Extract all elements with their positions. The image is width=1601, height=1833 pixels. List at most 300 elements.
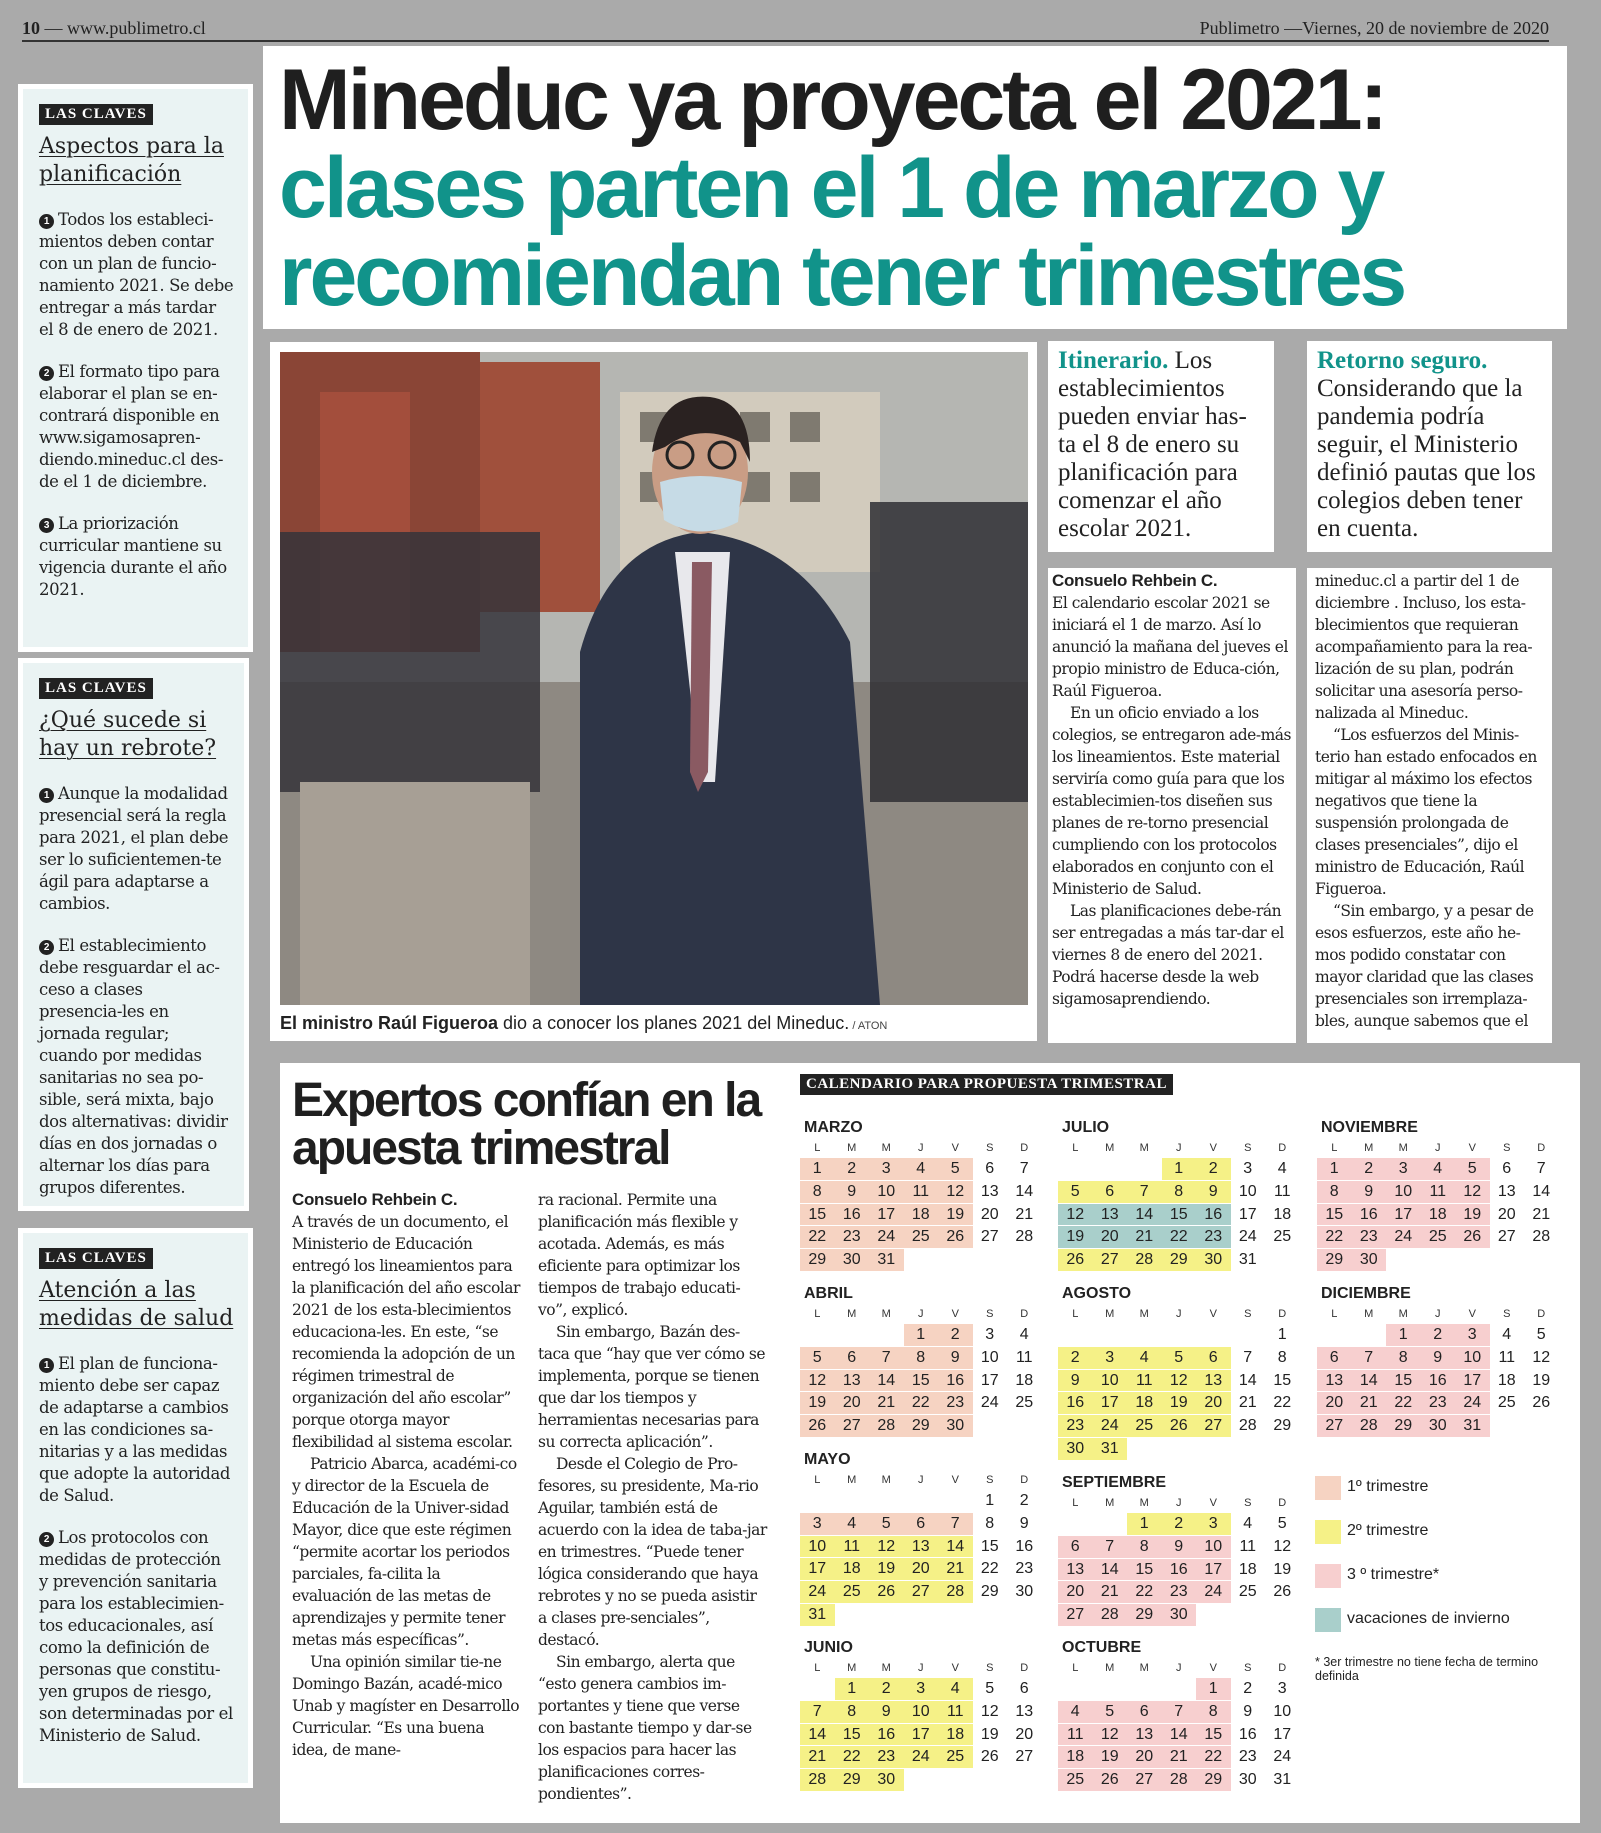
weekday-label: M xyxy=(1105,1497,1115,1509)
empty-cell xyxy=(869,1490,904,1513)
calendar-day: 19 xyxy=(1524,1370,1559,1393)
calendar-day: 28 xyxy=(938,1581,973,1604)
calendar-day: 2 xyxy=(1058,1347,1093,1370)
calendar-day: 22 xyxy=(1127,1581,1162,1604)
calendar-day: 21 xyxy=(1352,1392,1387,1415)
weekday-label: M xyxy=(847,1474,857,1486)
calendar-day: 23 xyxy=(1231,1746,1266,1769)
weekday-label: M xyxy=(1398,1142,1408,1154)
empty-cell xyxy=(1231,1324,1266,1347)
calendar-day: 22 xyxy=(1386,1392,1421,1415)
legend-item: 1º trimestre xyxy=(1315,1468,1555,1512)
calendar-day: 9 xyxy=(1352,1181,1387,1204)
weekday-label: M xyxy=(1105,1308,1115,1320)
weekday-label: V xyxy=(1468,1308,1476,1320)
calendar-day: 18 xyxy=(1007,1370,1042,1393)
calendar-day: 2 xyxy=(1162,1513,1197,1536)
weekday-label: S xyxy=(1503,1142,1511,1154)
calendar-day: 2 xyxy=(1352,1158,1387,1181)
calendar-day: 18 xyxy=(835,1558,870,1581)
weekday-label: M xyxy=(1139,1497,1149,1509)
calendar-day: 13 xyxy=(835,1370,870,1393)
legend-item: 3 º trimestre* xyxy=(1315,1556,1555,1600)
empty-cell xyxy=(869,1324,904,1347)
weekday-label: J xyxy=(918,1308,924,1320)
calendar-day: 16 xyxy=(1058,1392,1093,1415)
headline-line-2: clases parten el 1 de marzo y xyxy=(279,140,1383,236)
calendar-day: 2 xyxy=(1421,1324,1456,1347)
calendar-day: 13 xyxy=(1093,1204,1128,1227)
month-name: JUNIO xyxy=(804,1639,853,1656)
calendar-day: 3 xyxy=(869,1158,904,1181)
empty-cell xyxy=(1162,1324,1197,1347)
weekday-label: S xyxy=(986,1142,994,1154)
calendar-day: 16 xyxy=(869,1724,904,1747)
calendar-day: 1 xyxy=(1127,1513,1162,1536)
month-name: SEPTIEMBRE xyxy=(1062,1474,1167,1491)
calendar-day: 12 xyxy=(1455,1181,1490,1204)
month-name: MARZO xyxy=(804,1119,863,1136)
calendar-day: 5 xyxy=(1265,1513,1300,1536)
paragraph: Patricio Abarca, académi-co y director de la Escuela de Educación de la Univer-sidad Mayor, dice que este régimen “permite acortar los periodos parciales, fa-cilita la evaluación de las metas de aprendizajes y permite tener metas más específicas”. xyxy=(292,1455,517,1649)
weekday-label: D xyxy=(1020,1662,1029,1674)
calendar-day: 21 xyxy=(1524,1204,1559,1227)
empty-cell xyxy=(904,1490,939,1513)
calendar-day: 14 xyxy=(1093,1559,1128,1582)
calendar-month xyxy=(800,1284,1040,1438)
calendar-day: 3 xyxy=(1455,1324,1490,1347)
weekday-label: M xyxy=(881,1662,891,1674)
calendar-day: 29 xyxy=(1317,1249,1352,1272)
calendar-day: 6 xyxy=(1093,1181,1128,1204)
calendar-day: 10 xyxy=(1093,1370,1128,1393)
calendar-day: 27 xyxy=(1007,1746,1042,1769)
weekday-label: L xyxy=(814,1474,821,1486)
calendar-day: 12 xyxy=(800,1370,835,1393)
calendar-day: 6 xyxy=(1490,1158,1525,1181)
calendar-month xyxy=(1058,1284,1298,1461)
calendar-day: 10 xyxy=(904,1701,939,1724)
calendar-day: 29 xyxy=(800,1249,835,1272)
calendar-day: 12 xyxy=(938,1181,973,1204)
calendar-day: 21 xyxy=(869,1392,904,1415)
weekday-label: J xyxy=(918,1662,924,1674)
weekday-label: M xyxy=(1139,1308,1149,1320)
weekday-label: M xyxy=(847,1142,857,1154)
calendar-day: 18 xyxy=(1265,1204,1300,1227)
calendar-day: 28 xyxy=(1231,1415,1266,1438)
calendar-day: 16 xyxy=(1196,1204,1231,1227)
calendar-day: 27 xyxy=(1127,1769,1162,1792)
weekday-label: V xyxy=(1209,1662,1217,1674)
calendar-day: 30 xyxy=(1231,1769,1266,1792)
calendar-day: 21 xyxy=(800,1746,835,1769)
calendar-day: 16 xyxy=(1421,1370,1456,1393)
calendar-day: 6 xyxy=(1196,1347,1231,1370)
calendar-day: 3 xyxy=(800,1513,835,1536)
legend-swatch xyxy=(1315,1476,1341,1500)
calendar-day: 27 xyxy=(1317,1415,1352,1438)
calendar-day: 22 xyxy=(1317,1226,1352,1249)
calendar-day: 11 xyxy=(938,1701,973,1724)
calendar-day: 10 xyxy=(869,1181,904,1204)
calendar-day: 8 xyxy=(1196,1701,1231,1724)
calendar-month xyxy=(1317,1284,1557,1438)
empty-cell xyxy=(1196,1324,1231,1347)
paragraph: “Sin embargo, y a pesar de esos esfuerzos, este año he-mos podido constatar con mayor claridad que las clases presenciales son irremplaza-bles, aunque sabemos que el xyxy=(1315,902,1534,1030)
calendar-day: 30 xyxy=(1196,1249,1231,1272)
calendar-day: 20 xyxy=(1007,1724,1042,1747)
calendar-day: 18 xyxy=(1421,1204,1456,1227)
calendar-day: 7 xyxy=(1524,1158,1559,1181)
calendar-day: 18 xyxy=(904,1204,939,1227)
number-2-icon: 2 xyxy=(39,940,54,955)
calendar-day: 17 xyxy=(1455,1370,1490,1393)
calendar-day: 22 xyxy=(1162,1226,1197,1249)
calendar-footnote: * 3er trimestre no tiene fecha de termino definida xyxy=(1315,1655,1539,1683)
calendar-day: 25 xyxy=(1421,1226,1456,1249)
calendar-day: 26 xyxy=(800,1415,835,1438)
calendar-day: 14 xyxy=(1127,1204,1162,1227)
calendar-day: 18 xyxy=(938,1724,973,1747)
calendar-day: 1 xyxy=(1162,1158,1197,1181)
calendar-day: 31 xyxy=(800,1604,835,1627)
sidebar-point: 2 El establecimiento debe resguardar el ac-ceso a clases presencia-les en jornada regular; cuando por medidas sanitarias no sea po-sible, será mixta, bajo dos alternativas: dividir días en dos jornadas o alternar los días para grupos diferentes. xyxy=(39,936,228,1197)
calendar-day: 30 xyxy=(869,1769,904,1792)
calendar-day: 2 xyxy=(835,1158,870,1181)
calendar-day: 30 xyxy=(1352,1249,1387,1272)
empty-cell xyxy=(800,1490,835,1513)
calendar-day: 12 xyxy=(1093,1724,1128,1747)
weekday-label: V xyxy=(1209,1308,1217,1320)
calendar-day: 27 xyxy=(1058,1604,1093,1627)
calendar-day: 22 xyxy=(973,1558,1008,1581)
weekday-label: J xyxy=(1176,1308,1182,1320)
empty-cell xyxy=(1127,1158,1162,1181)
weekday-label: D xyxy=(1278,1497,1287,1509)
calendar-day: 4 xyxy=(1058,1701,1093,1724)
calendar-day: 19 xyxy=(973,1724,1008,1747)
weekday-label: D xyxy=(1278,1662,1287,1674)
calendar-day: 28 xyxy=(1352,1415,1387,1438)
calendar-day: 2 xyxy=(869,1678,904,1701)
calendar-day: 20 xyxy=(1127,1746,1162,1769)
calendar-day: 15 xyxy=(1265,1370,1300,1393)
calendar-day: 14 xyxy=(1162,1724,1197,1747)
number-2-icon: 2 xyxy=(39,1532,54,1547)
calendar-day: 12 xyxy=(1524,1347,1559,1370)
calendar-day: 29 xyxy=(973,1581,1008,1604)
calendar-day: 12 xyxy=(1058,1204,1093,1227)
calendar-day: 4 xyxy=(1265,1158,1300,1181)
calendar-day: 24 xyxy=(1093,1415,1128,1438)
calendar-day: 1 xyxy=(1386,1324,1421,1347)
calendar-day: 31 xyxy=(869,1249,904,1272)
calendar-day: 29 xyxy=(904,1415,939,1438)
weekday-label: J xyxy=(1176,1497,1182,1509)
calendar-day: 29 xyxy=(1196,1769,1231,1792)
calendar-day: 26 xyxy=(973,1746,1008,1769)
calendar-day: 9 xyxy=(1196,1181,1231,1204)
calendar-day: 29 xyxy=(1127,1604,1162,1627)
calendar-day: 2 xyxy=(1007,1490,1042,1513)
calendar-day: 25 xyxy=(1127,1415,1162,1438)
calendar-day: 13 xyxy=(1007,1701,1042,1724)
weekday-label: S xyxy=(1503,1308,1511,1320)
calendar-day: 12 xyxy=(973,1701,1008,1724)
calendar-day: 4 xyxy=(938,1678,973,1701)
calendar-day: 25 xyxy=(1231,1581,1266,1604)
calendar-day: 4 xyxy=(1231,1513,1266,1536)
calendar-day: 6 xyxy=(904,1513,939,1536)
legend-swatch xyxy=(1315,1608,1341,1632)
calendar-day: 15 xyxy=(835,1724,870,1747)
calendar-day: 26 xyxy=(1455,1226,1490,1249)
calendar-day: 30 xyxy=(1421,1415,1456,1438)
calendar-day: 28 xyxy=(1007,1226,1042,1249)
calendar-day: 19 xyxy=(1455,1204,1490,1227)
calendar-day: 12 xyxy=(1265,1536,1300,1559)
sidebar-box-planificacion xyxy=(18,84,253,652)
calendar-day: 3 xyxy=(1386,1158,1421,1181)
calendar-day: 23 xyxy=(1162,1581,1197,1604)
calendar-day: 13 xyxy=(904,1536,939,1559)
calendar-day: 19 xyxy=(800,1392,835,1415)
calendar-day: 19 xyxy=(1058,1226,1093,1249)
sidebar-point: 1 Aunque la modalidad presencial será la regla para 2021, el plan debe ser lo suficientemen-te ágil para adaptarse a cambios. xyxy=(39,784,229,913)
calendar-day: 14 xyxy=(1007,1181,1042,1204)
empty-cell xyxy=(1317,1324,1352,1347)
calendar-day: 11 xyxy=(1265,1181,1300,1204)
article-column-2 xyxy=(1307,568,1552,1043)
calendar-day: 10 xyxy=(1231,1181,1266,1204)
weekday-label: D xyxy=(1020,1142,1029,1154)
weekday-label: J xyxy=(1435,1142,1441,1154)
calendar-day: 15 xyxy=(1127,1559,1162,1582)
calendar-day: 24 xyxy=(1231,1226,1266,1249)
month-name: DICIEMBRE xyxy=(1321,1285,1411,1302)
calendar-day: 22 xyxy=(1265,1392,1300,1415)
calendar-day: 8 xyxy=(1162,1181,1197,1204)
calendar-day: 3 xyxy=(1265,1678,1300,1701)
paragraph: Las planificaciones debe-rán ser entregadas a más tar-dar el viernes 8 de enero del 2021. Podrá hacerse desde la web sigamosaprendiendo. xyxy=(1052,902,1284,1008)
byline: Consuelo Rehbein C. xyxy=(292,1190,458,1209)
calendar-day: 25 xyxy=(1007,1392,1042,1415)
calendar-day: 26 xyxy=(1524,1392,1559,1415)
calendar-day: 13 xyxy=(1127,1724,1162,1747)
calendar-day: 27 xyxy=(835,1415,870,1438)
month-name: MAYO xyxy=(804,1451,851,1468)
weekday-label: L xyxy=(1072,1662,1079,1674)
weekday-label: S xyxy=(1244,1142,1252,1154)
page-number-site: 10 — www.publimetro.cl xyxy=(22,17,206,38)
calendar-day: 5 xyxy=(1162,1347,1197,1370)
empty-cell xyxy=(1058,1158,1093,1181)
calendar-day: 25 xyxy=(938,1746,973,1769)
calendar-day: 23 xyxy=(1196,1226,1231,1249)
calendar-day: 10 xyxy=(1386,1181,1421,1204)
calendar-day: 23 xyxy=(1421,1392,1456,1415)
number-1-icon: 1 xyxy=(39,1358,54,1373)
calendar-day: 11 xyxy=(1421,1181,1456,1204)
calendar-day: 6 xyxy=(1127,1701,1162,1724)
weekday-label: M xyxy=(847,1662,857,1674)
sidebar-box-salud xyxy=(18,1228,253,1788)
calendar-day: 6 xyxy=(973,1158,1008,1181)
calendar-day: 5 xyxy=(1093,1701,1128,1724)
number-2-icon: 2 xyxy=(39,366,54,381)
empty-cell xyxy=(1352,1324,1387,1347)
calendar-day: 11 xyxy=(1007,1347,1042,1370)
calendar-day: 4 xyxy=(1421,1158,1456,1181)
calendar-day: 21 xyxy=(1162,1746,1197,1769)
month-name: NOVIEMBRE xyxy=(1321,1119,1418,1136)
weekday-label: J xyxy=(918,1142,924,1154)
calendar-day: 16 xyxy=(1162,1559,1197,1582)
calendar-day: 28 xyxy=(1162,1769,1197,1792)
calendar-day: 1 xyxy=(835,1678,870,1701)
calendar-day: 18 xyxy=(1231,1559,1266,1582)
weekday-label: J xyxy=(1435,1308,1441,1320)
calendar-day: 3 xyxy=(1196,1513,1231,1536)
empty-cell xyxy=(1058,1513,1093,1536)
weekday-label: V xyxy=(1209,1142,1217,1154)
calendar-day: 20 xyxy=(973,1204,1008,1227)
empty-cell xyxy=(835,1490,870,1513)
calendar-day: 29 xyxy=(1162,1249,1197,1272)
calendar-day: 27 xyxy=(1196,1415,1231,1438)
calendar-day: 15 xyxy=(1386,1370,1421,1393)
paragraph: Sin embargo, Bazán des-taca que “hay que ver cómo se implementa, porque se tienen que dar los tiempos y herramientas necesarias para su correcta aplicación”. xyxy=(538,1323,766,1451)
calendar-day: 20 xyxy=(1093,1226,1128,1249)
weekday-label: S xyxy=(986,1308,994,1320)
weekday-label: M xyxy=(1139,1142,1149,1154)
weekday-label: L xyxy=(1072,1142,1079,1154)
weekday-label: D xyxy=(1537,1142,1546,1154)
calendar-day: 5 xyxy=(973,1678,1008,1701)
page-header xyxy=(22,16,1549,42)
calendar-day: 7 xyxy=(1231,1347,1266,1370)
calendar-day: 4 xyxy=(835,1513,870,1536)
calendar-day: 4 xyxy=(1127,1347,1162,1370)
calendar-day: 28 xyxy=(1093,1604,1128,1627)
calendar-day: 24 xyxy=(869,1226,904,1249)
calendar-day: 18 xyxy=(1058,1746,1093,1769)
article2-column-1 xyxy=(292,1189,522,1761)
calendar-day: 24 xyxy=(1265,1746,1300,1769)
empty-cell xyxy=(1058,1324,1093,1347)
empty-cell xyxy=(1127,1678,1162,1701)
calendar-day: 27 xyxy=(973,1226,1008,1249)
sidebar-box-rebrote xyxy=(18,658,249,1211)
calendar-day: 25 xyxy=(1265,1226,1300,1249)
weekday-label: V xyxy=(1209,1497,1217,1509)
calendar-day: 5 xyxy=(869,1513,904,1536)
calendar-day: 23 xyxy=(1007,1558,1042,1581)
weekday-label: L xyxy=(1331,1308,1338,1320)
calendar-day: 13 xyxy=(1058,1559,1093,1582)
weekday-label: L xyxy=(1331,1142,1338,1154)
weekday-label: D xyxy=(1020,1308,1029,1320)
weekday-label: L xyxy=(1072,1497,1079,1509)
calendar-day: 17 xyxy=(904,1724,939,1747)
calendar-day: 25 xyxy=(1058,1769,1093,1792)
empty-cell xyxy=(835,1324,870,1347)
calendar-day: 7 xyxy=(869,1347,904,1370)
calendar-month xyxy=(1058,1638,1298,1792)
weekday-label: M xyxy=(1105,1142,1115,1154)
calendar-day: 15 xyxy=(800,1204,835,1227)
calendar-day: 5 xyxy=(1455,1158,1490,1181)
paragraph: Una opinión similar tie-ne Domingo Bazán, acadé-mico Unab y magíster en Desarrollo Curricular. “Es una buena idea, de mane- xyxy=(292,1653,520,1759)
calendar-day: 14 xyxy=(1524,1181,1559,1204)
calendar-day: 7 xyxy=(1162,1701,1197,1724)
sidebar-point: 1 El plan de funciona-miento debe ser capaz de adaptarse a cambios en las condiciones sa-nitarias y a las medidas que adopte la autoridad de Salud. xyxy=(39,1354,231,1505)
calendar-day: 17 xyxy=(973,1370,1008,1393)
calendar-day: 4 xyxy=(1490,1324,1525,1347)
sidebar-point: 1 Todos los estableci-mientos deben contar con un plan de funcio-namiento 2021. Se debe entregar a más tardar el 8 de enero de 2021. xyxy=(39,210,234,339)
calendar-day: 8 xyxy=(1127,1536,1162,1559)
weekday-label: M xyxy=(881,1474,891,1486)
calendar-day: 17 xyxy=(1196,1559,1231,1582)
calendar-day: 26 xyxy=(869,1581,904,1604)
calendar-panel xyxy=(780,1063,1580,1823)
calendar-day: 16 xyxy=(1231,1724,1266,1747)
month-name: OCTUBRE xyxy=(1062,1639,1142,1656)
minister-photo xyxy=(280,352,1028,1005)
calendar-day: 30 xyxy=(938,1415,973,1438)
las-claves-badge: LAS CLAVES xyxy=(39,1248,153,1269)
calendar-day: 6 xyxy=(1317,1347,1352,1370)
calendar-day: 26 xyxy=(1265,1581,1300,1604)
calendar-day: 13 xyxy=(1196,1370,1231,1393)
calendar-day: 9 xyxy=(1007,1513,1042,1536)
paragraph: Sin embargo, alerta que “esto genera cambios im-portantes y tiene que verse con bastante tiempo y dar-se los espacios para hacer las planificaciones corres-pondientes”. xyxy=(538,1653,752,1803)
calendar-day: 8 xyxy=(973,1513,1008,1536)
calendar-day: 29 xyxy=(1265,1415,1300,1438)
calendar-day: 27 xyxy=(1093,1249,1128,1272)
calendar-day: 17 xyxy=(1265,1724,1300,1747)
calendar-day: 7 xyxy=(1127,1181,1162,1204)
legend-swatch xyxy=(1315,1520,1341,1544)
calendar-day: 20 xyxy=(835,1392,870,1415)
calendar-day: 6 xyxy=(1007,1678,1042,1701)
calendar-day: 16 xyxy=(938,1370,973,1393)
sidebar-title: ¿Qué sucede si hay un rebrote? xyxy=(39,708,217,761)
number-3-icon: 3 xyxy=(39,518,54,533)
calendar-day: 11 xyxy=(1127,1370,1162,1393)
calendar-day: 1 xyxy=(1265,1324,1300,1347)
weekday-label: M xyxy=(847,1308,857,1320)
calendar-day: 17 xyxy=(1093,1392,1128,1415)
weekday-label: J xyxy=(918,1474,924,1486)
paragraph: A través de un documento, el Ministerio de Educación entregó los lineamientos para la planificación del año escolar 2021 de los esta-blecimientos educaciona-les. En este, “se recomienda la adopción de un régimen trimestral de organización del año escolar” porque otorga mayor flexibilidad al sistema escolar. xyxy=(292,1213,520,1451)
calendar-day: 27 xyxy=(1490,1226,1525,1249)
calendar-day: 17 xyxy=(1231,1204,1266,1227)
weekday-label: J xyxy=(1176,1662,1182,1674)
calendar-day: 26 xyxy=(938,1226,973,1249)
calendar-day: 3 xyxy=(1093,1347,1128,1370)
calendar-day: 2 xyxy=(1231,1678,1266,1701)
weekday-label: D xyxy=(1020,1474,1029,1486)
calendar-day: 5 xyxy=(800,1347,835,1370)
calendar-day: 9 xyxy=(1058,1370,1093,1393)
calendar-day: 17 xyxy=(1386,1204,1421,1227)
calendar-day: 8 xyxy=(1265,1347,1300,1370)
calendar-day: 22 xyxy=(1196,1746,1231,1769)
weekday-label: D xyxy=(1278,1142,1287,1154)
calendar-day: 5 xyxy=(938,1158,973,1181)
